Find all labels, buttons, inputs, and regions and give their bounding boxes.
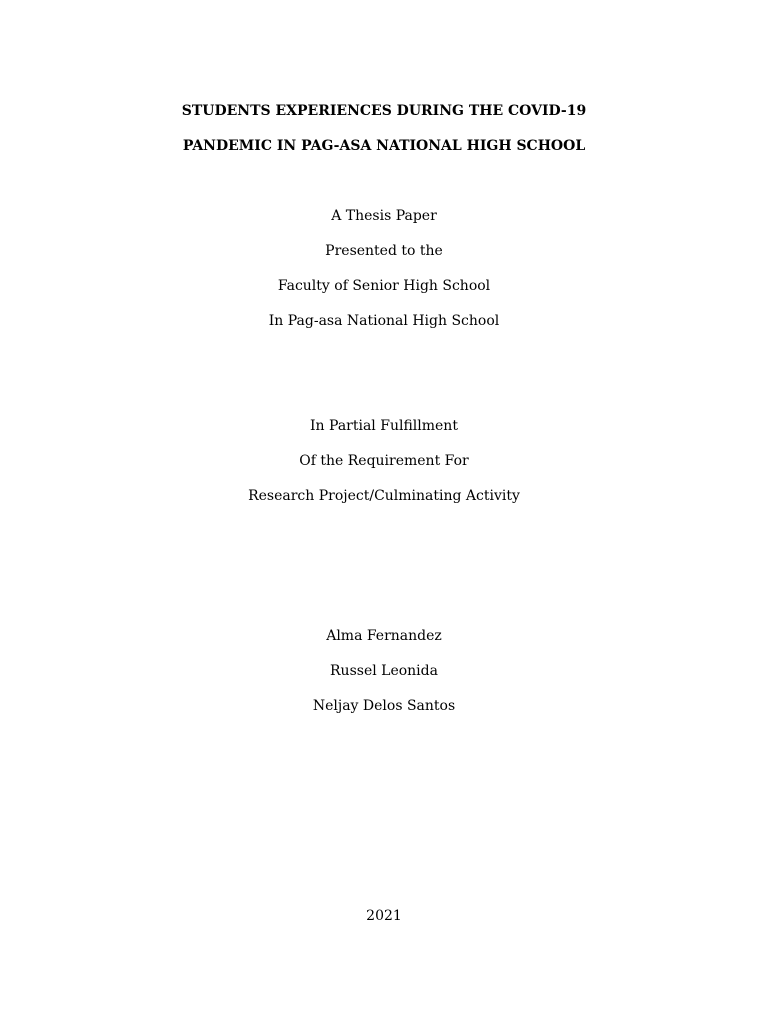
fulfillment-line-2: Of the Requirement For (299, 453, 469, 469)
presentation-line-3: Faculty of Senior High School (277, 278, 491, 294)
author-name: Alma Fernandez (326, 628, 442, 644)
fulfillment-line-1: In Partial Fulfillment (310, 418, 458, 434)
thesis-title-line-1: STUDENTS EXPERIENCES DURING THE COVID-19 (181, 103, 587, 119)
year: 2021 (366, 908, 402, 924)
author-name: Neljay Delos Santos (312, 698, 456, 714)
presentation-line-2: Presented to the (325, 243, 443, 259)
author-name: Russel Leonida (330, 663, 438, 679)
presentation-line-4: In Pag-asa National High School (268, 313, 500, 329)
fulfillment-line-3: Research Project/Culminating Activity (248, 488, 520, 504)
presentation-line-1: A Thesis Paper (331, 208, 437, 224)
thesis-title-line-2: PANDEMIC IN PAG-ASA NATIONAL HIGH SCHOOL (182, 138, 586, 154)
